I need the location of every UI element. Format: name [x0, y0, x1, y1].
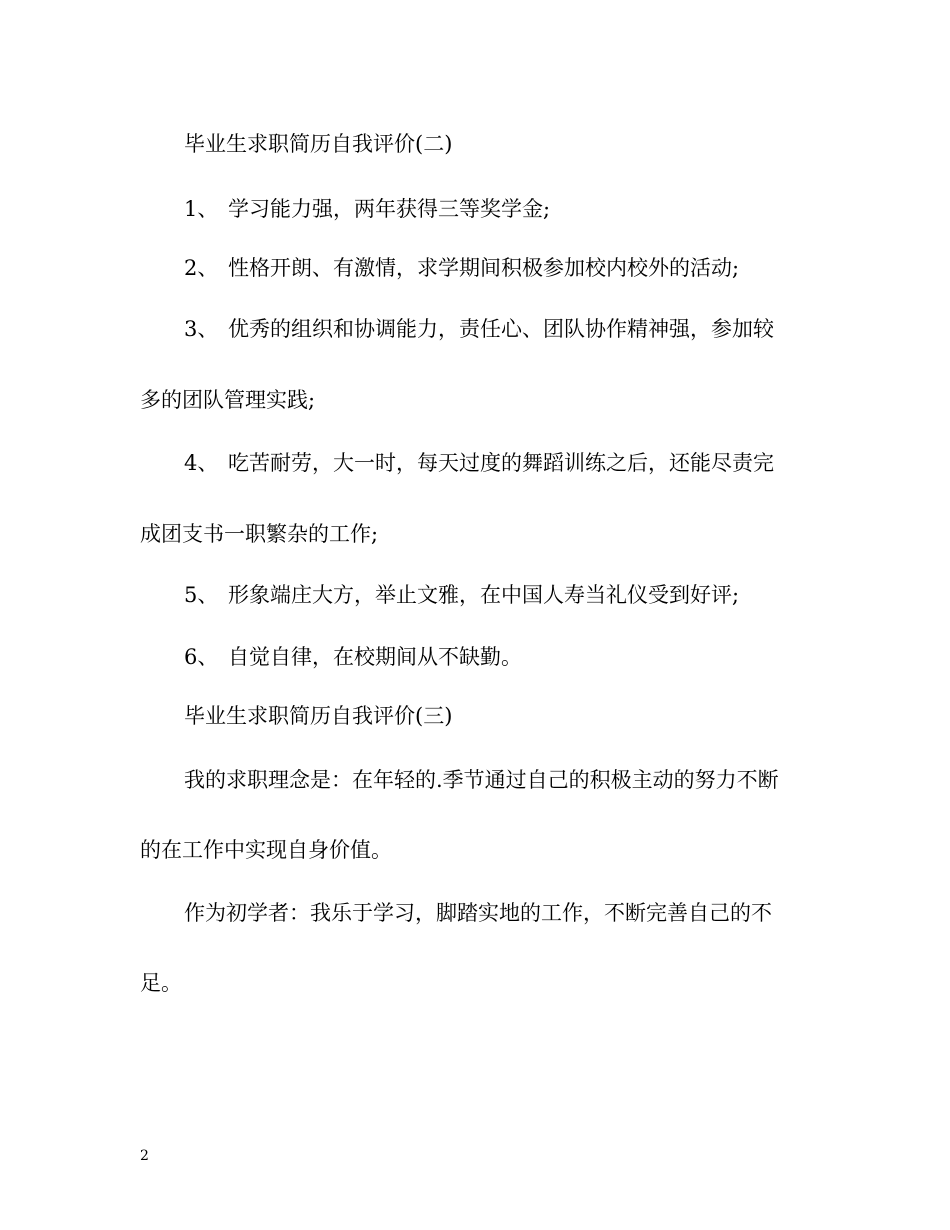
item-number: 6、 — [184, 645, 219, 669]
item-number: 4、 — [184, 451, 219, 475]
paragraph-1: 我的求职理念是：在年轻的.季节通过自己的积极主动的努力不断 — [184, 768, 779, 792]
item-number: 3、 — [184, 317, 219, 341]
paragraph-2-continuation: 足。 — [140, 971, 182, 995]
list-item-6 — [184, 645, 864, 669]
item-text: 形象端庄大方，举止文雅，在中国人寿当礼仪受到好评; — [228, 583, 740, 607]
section-heading-2: 毕业生求职简历自我评价(二) — [184, 132, 453, 156]
list-item-3-continuation: 多的团队管理实践; — [140, 388, 316, 412]
item-number: 5、 — [184, 583, 219, 607]
item-text: 性格开朗、有激情，求学期间积极参加校内校外的活动; — [228, 256, 740, 280]
paragraph-1-continuation: 的在工作中实现自身价值。 — [140, 838, 392, 862]
item-number: 1、 — [184, 197, 219, 221]
paragraph-2: 作为初学者：我乐于学习，脚踏实地的工作，不断完善自己的不 — [184, 901, 772, 925]
list-item-4 — [184, 451, 864, 475]
item-number: 2、 — [184, 256, 219, 280]
item-text: 学习能力强，两年获得三等奖学金; — [228, 197, 551, 221]
list-item-4-continuation: 成团支书一职繁杂的工作; — [140, 522, 379, 546]
list-item-3 — [184, 317, 864, 341]
list-item-2 — [184, 256, 864, 280]
section-heading-3: 毕业生求职简历自我评价(三) — [184, 704, 453, 728]
page-number: 2 — [140, 1148, 149, 1164]
item-text: 优秀的组织和协调能力，责任心、团队协作精神强，参加较 — [228, 317, 774, 341]
list-item-1 — [184, 197, 864, 221]
item-text: 吃苦耐劳，大一时，每天过度的舞蹈训练之后，还能尽责完 — [228, 451, 774, 475]
item-text: 自觉自律，在校期间从不缺勤。 — [228, 645, 522, 669]
list-item-5 — [184, 583, 864, 607]
